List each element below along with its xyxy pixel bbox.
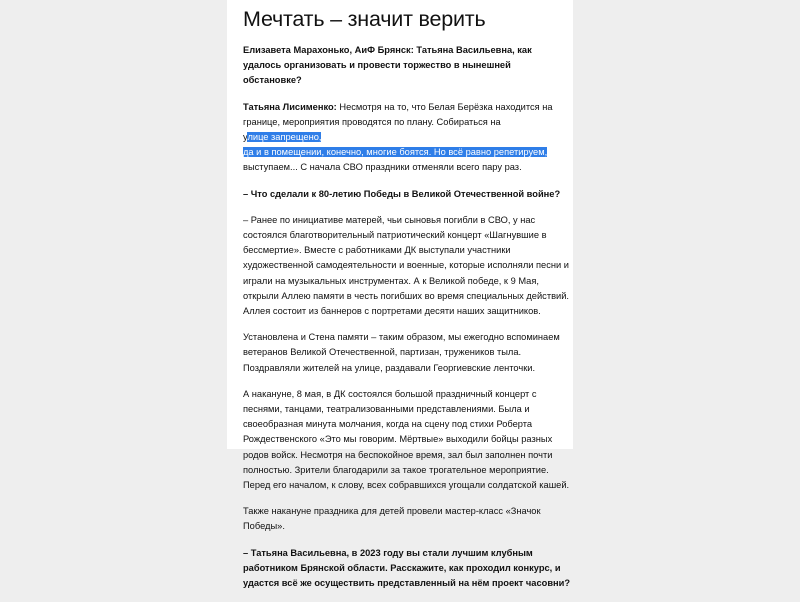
article-content <box>243 6 571 602</box>
selected-text-1[interactable]: лице запрещено, <box>247 132 322 143</box>
selected-text-2[interactable]: да и в помещении, конечно, многие боятся. Но всё равно репетируем, <box>243 147 548 158</box>
article-sheet <box>227 0 573 589</box>
question-2: – Что сделали к 80-летию Победы в Великой Отечественной войне? <box>243 188 561 199</box>
paragraph-2: Установлена и Стена памяти – таким образом, мы ежегодно вспоминаем ветеранов Великой Отечественной, партизан, тружеников тыла. Поздравляли жителей на улице, раздавали Георгиевские ленточки. <box>243 332 560 373</box>
answer-1 <box>243 100 571 176</box>
paragraph-3: А накануне, 8 мая, в ДК состоялся большой праздничный концерт с песнями, танцами, театрализованными представлениями. Была и своеобразная минута молчания, когда на сцену под стихи Роберта Рождественского «Это мы говорим. Мёртвые» выходили бойцы разных родов войск. Несмотря на беспокойное время, зал был заполнен почти полностью. Зрители благодарили за такое трогательное мероприятие. Перед его началом, к слову, всех собравшихся угощали солдатской кашей. <box>243 388 570 491</box>
answer-1-text-before: Несмотря на то, что Белая Берёзка находится на границе, мероприятия проводятся по плану. Собираться на у <box>243 101 553 143</box>
speaker-name: Татьяна Лисименко: <box>243 101 337 112</box>
paragraph-1: – Ранее по инициативе матерей, чьи сыновья погибли в СВО, у нас состоялся благотворительный патриотический концерт «Шагнувшие в бессмертие». Вместе с работниками ДК выступали участники художественной самодеятельности и военные, которые исполняли песни и играли на музыкальных инструментах. А к Великой победе, к 9 Мая, открыли Аллею памяти в честь погибших во время специальных действий. Аллея состоит из баннеров с портретами десяти наших защитников. <box>243 214 569 317</box>
question-3: – Татьяна Васильевна, в 2023 году вы стали лучшим клубным работником Брянской области. Расскажите, как проходил конкурс, и удастся всё же осуществить представленный на нём проект часовни? <box>243 547 571 589</box>
answer-1-text-after: выступаем... С начала СВО праздники отменяли всего пару раз. <box>243 162 522 173</box>
paragraph-4: Также накануне праздника для детей провели мастер-класс «Значок Победы». <box>243 506 541 532</box>
article-title: Мечтать – значит верить <box>243 7 486 31</box>
question-1: Елизавета Марахонько, АиФ Брянск: Татьяна Васильевна, как удалось организовать и провести торжество в нынешней обстановке? <box>243 45 532 86</box>
